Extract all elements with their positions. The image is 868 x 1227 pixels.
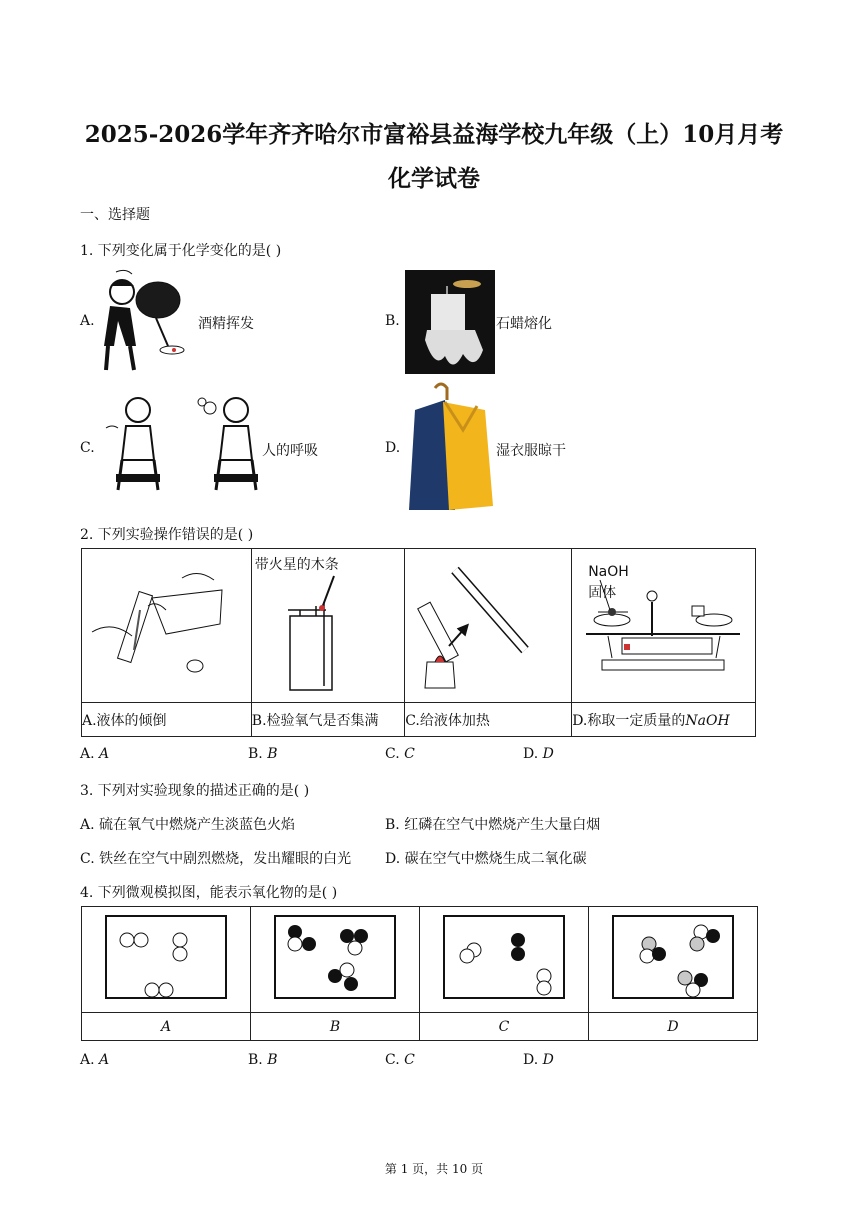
q1-option-d-text: 湿衣服晾干 [496,443,566,459]
q2-figure-b [251,549,404,703]
q1-option-a-text: 酒精挥发 [198,316,254,332]
melting-wax-figure [405,270,495,374]
q1-option-c-letter: C. [80,440,95,456]
q4-answer-a [80,1052,109,1068]
q1-option-a-letter: A. [80,313,95,329]
q1-option-b-letter: B. [385,313,400,329]
question-2-stem: 2. 下列实验操作错误的是( ) [80,527,254,543]
q2-figure-d-label1: NaOH [588,563,629,580]
q4-answer-b-letter: B. [248,1052,263,1068]
page-title-line1: 2025-2026学年齐齐哈尔市富裕县益海学校九年级（上）10月月考 [84,121,784,148]
q2-answer-c [385,746,415,762]
q4-answer-d-letter: D. [523,1052,539,1068]
q2-answer-c-letter: C. [385,746,400,762]
q2-figure-d [572,549,756,703]
q4-caption-c: C [420,1013,589,1041]
heating-liquid-figure [405,550,571,702]
q4-caption-d: D [589,1013,758,1041]
balance-scale-figure [572,550,754,702]
q2-answer-b-text: B [267,746,278,762]
q2-figure-d-label2: 固体 [588,584,617,601]
q4-answer-a-letter: A. [80,1052,95,1068]
page-footer: 第 1 页，共 10 页 [384,1162,484,1176]
q2-caption-c: C.给液体加热 [405,703,572,737]
q2-answer-d [523,746,554,762]
q4-answer-d [523,1052,554,1068]
q2-figure-table [81,548,756,737]
q3-option-a: A. 硫在氧气中燃烧产生淡蓝色火焰 [80,817,296,833]
q2-answer-a-text: A [99,746,110,762]
q1-option-b-text: 石蜡熔化 [496,316,552,332]
q2-figure-b-label: 带火星的木条 [254,556,339,573]
page-title-line2: 化学试卷 [388,165,480,192]
q4-figure-table [81,906,758,1041]
wet-clothes-figure [405,380,495,512]
q2-caption-d-text: D.称取一定质量的 [572,712,686,729]
q4-figure-a [82,907,251,1013]
q2-answer-a-letter: A. [80,746,95,762]
molecule-model-b [251,908,419,1012]
q4-answer-c-text: C [404,1052,415,1068]
q2-figure-c [405,549,572,703]
q4-figure-c [420,907,589,1013]
q4-figure-d [589,907,758,1013]
q3-option-d: D. 碳在空气中燃烧生成二氧化碳 [385,851,587,867]
q4-answer-b-text: B [267,1052,278,1068]
q2-answer-d-letter: D. [523,746,539,762]
pouring-liquid-figure [82,550,250,702]
q4-caption-a: A [82,1013,251,1041]
question-4-stem: 4. 下列微观模拟图，能表示氧化物的是( ) [80,885,338,901]
q2-answer-a [80,746,109,762]
q3-option-c: C. 铁丝在空气中剧烈燃烧，发出耀眼的白光 [80,851,352,867]
q4-figure-b [251,907,420,1013]
alcohol-glass-figure [96,266,192,376]
gas-bottle-figure [252,550,404,702]
q1-option-d-letter: D. [385,440,401,456]
q2-caption-b: B.检验氧气是否集满 [251,703,404,737]
q2-answer-b-letter: B. [248,746,263,762]
q2-caption-a: A.液体的倾倒 [82,703,252,737]
molecule-model-a [82,908,250,1012]
q2-figure-a [82,549,252,703]
q2-answer-b [248,746,278,762]
q4-caption-b: B [251,1013,420,1041]
q4-answer-c [385,1052,415,1068]
question-3-stem: 3. 下列对实验现象的描述正确的是( ) [80,783,310,799]
question-1-stem: 1. 下列变化属于化学变化的是( ) [80,243,282,259]
breathing-figure [98,390,262,502]
q2-caption-d [572,703,756,737]
molecule-model-c [420,908,588,1012]
q4-answer-b [248,1052,278,1068]
q4-answer-d-text: D [542,1052,554,1068]
q1-option-c-text: 人的呼吸 [262,443,318,459]
q2-answer-c-text: C [404,746,415,762]
q2-caption-d-formula: NaOH [685,712,730,729]
q4-answer-c-letter: C. [385,1052,400,1068]
molecule-model-d [589,908,757,1012]
q2-answer-d-text: D [542,746,554,762]
q3-option-b: B. 红磷在空气中燃烧产生大量白烟 [385,817,601,833]
q4-answer-a-text: A [99,1052,110,1068]
section-heading: 一、选择题 [80,207,150,223]
